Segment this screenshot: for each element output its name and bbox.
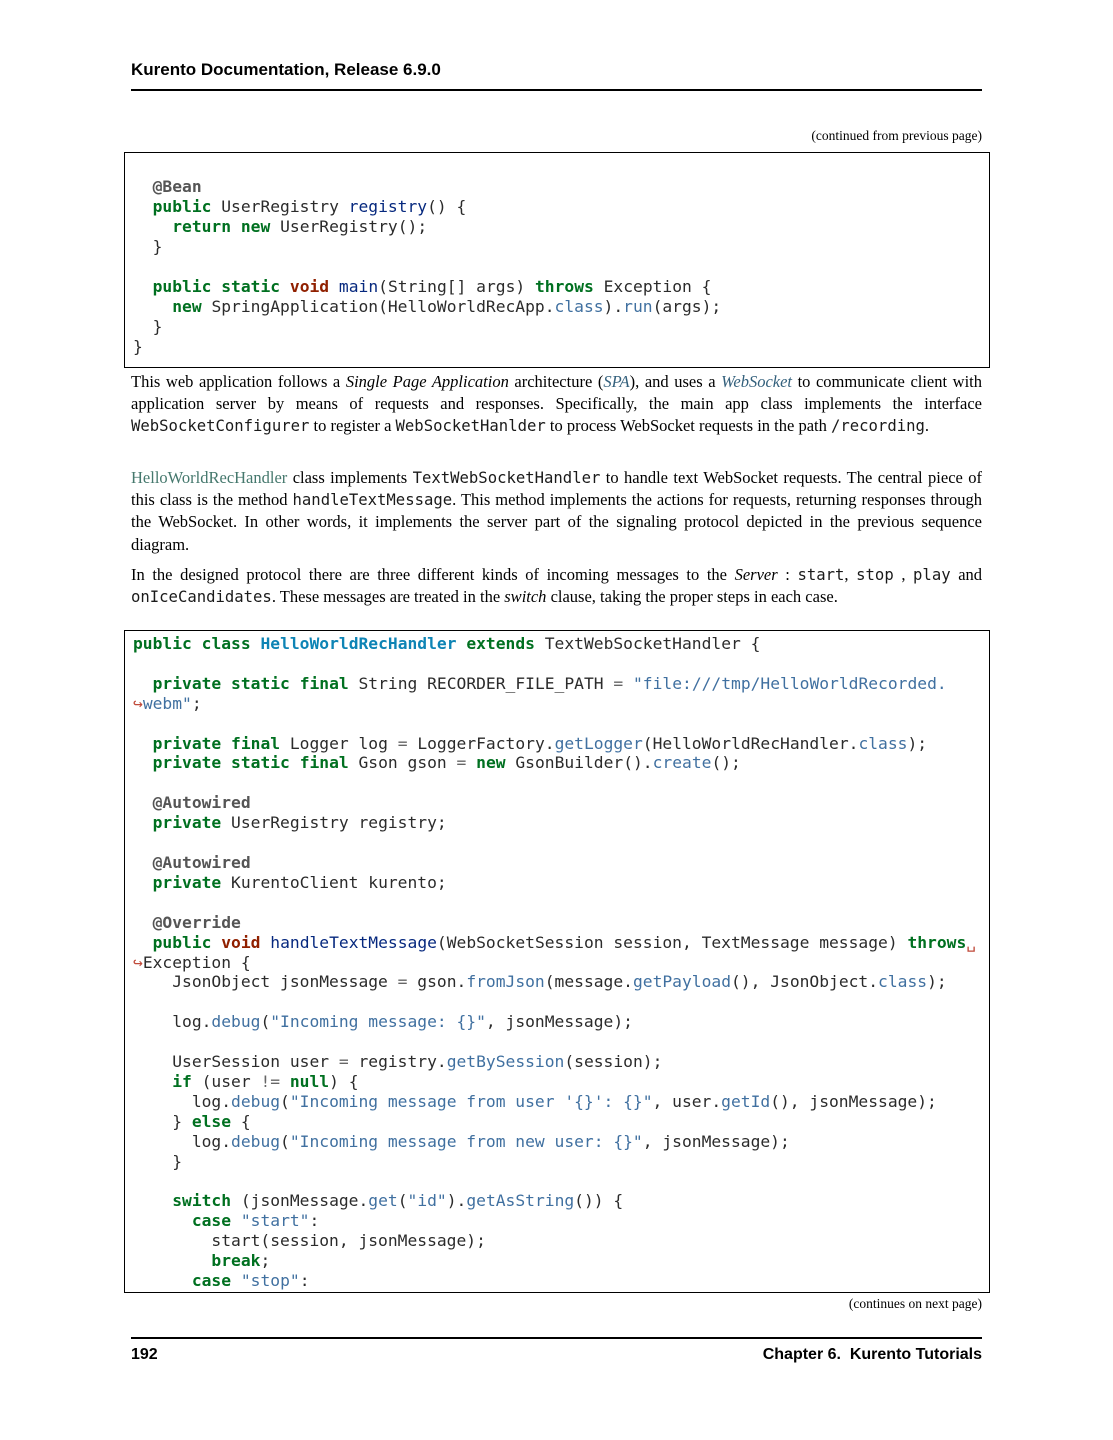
- code-token: }: [133, 317, 163, 336]
- text-run: to handle text WebSocket requests. The central piece of this class is the method: [131, 468, 982, 510]
- code-token: Exception {: [142, 952, 251, 972]
- code-token: [133, 1191, 172, 1210]
- code-line: [133, 177, 983, 197]
- code-line: [133, 992, 983, 1012]
- code-token: [457, 634, 467, 653]
- code-line: [133, 753, 983, 773]
- code-token: class: [878, 972, 928, 992]
- code-token: log.: [133, 1131, 232, 1151]
- line-continuation-icon: ↪: [133, 952, 143, 972]
- code-line: [133, 654, 983, 674]
- code-token: }: [133, 337, 143, 356]
- code-token: [221, 674, 231, 693]
- code-line: [133, 1032, 983, 1052]
- code-token: [133, 1251, 211, 1270]
- code-token: private: [152, 872, 222, 892]
- code-token: getAsString: [466, 1191, 575, 1211]
- code-token: class: [858, 733, 908, 753]
- code-token: [133, 813, 153, 832]
- code-line: [133, 277, 983, 297]
- code-token: ) {: [329, 1071, 359, 1091]
- text-run: to communicate client with application server by means of requests and responses. Specifically, the main app class implements the interface: [131, 372, 983, 414]
- code-token: void: [221, 932, 261, 952]
- code-token: new: [240, 217, 271, 236]
- code-token: new: [476, 753, 506, 773]
- inline-code: play: [913, 566, 951, 584]
- code-token: [133, 277, 153, 296]
- code-token: (String[] args): [378, 277, 535, 296]
- code-line: [133, 197, 983, 217]
- link-spa[interactable]: SPA: [603, 372, 630, 391]
- code-token: [133, 913, 153, 932]
- text-run: Single Page Application: [345, 372, 509, 391]
- header-title: Kurento Documentation, Release 6.9.0: [131, 60, 441, 79]
- code-block-helloworldrechandler: [124, 630, 990, 1293]
- page-footer: [131, 1346, 982, 1364]
- code-token: get: [368, 1191, 398, 1211]
- code-token: LoggerFactory.: [407, 733, 555, 753]
- code-token: KurentoClient kurento;: [221, 872, 447, 892]
- code-token: throws: [907, 932, 967, 952]
- code-line: [133, 1231, 983, 1251]
- text-run: ), and uses a: [629, 372, 722, 391]
- code-token: void: [289, 277, 330, 296]
- code-token: Exception {: [593, 277, 712, 296]
- code-token: }: [133, 1111, 192, 1131]
- code-token: [133, 734, 153, 753]
- code-token: create: [652, 753, 712, 773]
- code-line: [133, 1211, 983, 1231]
- code-token: fromJson: [466, 972, 545, 992]
- code-line: [133, 634, 983, 654]
- code-token: Logger log: [280, 733, 398, 753]
- code-token: ;: [260, 1251, 271, 1271]
- text-run: and: [950, 565, 983, 584]
- code-token: public: [152, 277, 212, 296]
- text-run: :: [777, 565, 798, 584]
- text-run: to register a: [309, 416, 396, 436]
- code-token: [623, 674, 633, 693]
- code-token: [221, 753, 231, 772]
- text-run: In the designed protocol there are three different kinds of incoming messages to the: [131, 565, 735, 584]
- inline-code: WebSocketConfigurer: [131, 417, 310, 436]
- code-token: [290, 674, 300, 693]
- code-token: getPayload: [632, 972, 731, 992]
- code-token: [133, 1072, 172, 1091]
- inline-code: WebSocketHanlder: [395, 417, 546, 436]
- code-token: final: [299, 673, 349, 693]
- code-token: registry: [348, 197, 428, 216]
- code-line: [133, 237, 983, 257]
- code-line: [133, 317, 983, 337]
- code-token: final: [299, 753, 349, 773]
- code-token: return: [172, 217, 232, 236]
- code-token: public: [152, 197, 212, 216]
- code-token: (), JsonObject.: [731, 972, 879, 992]
- code-token: }: [133, 237, 163, 256]
- code-token: if: [172, 1071, 192, 1091]
- code-token: [133, 873, 153, 892]
- code-line: [133, 674, 983, 694]
- code-token: getId: [721, 1091, 771, 1111]
- code-token: private: [152, 813, 222, 833]
- code-token: =: [397, 733, 408, 753]
- code-token: (session);: [564, 1052, 663, 1072]
- code-token: [133, 1271, 192, 1290]
- code-token: }: [133, 1151, 183, 1171]
- code-token: [133, 674, 153, 693]
- code-line: [133, 953, 983, 973]
- code-token: class: [554, 297, 604, 316]
- code-line: [133, 1012, 983, 1032]
- code-token: (: [397, 1191, 408, 1211]
- code-token: final: [231, 733, 281, 753]
- code-token: else: [191, 1111, 232, 1131]
- code-token: @Bean: [152, 177, 202, 196]
- code-token: private: [152, 733, 222, 753]
- page-number: 192: [131, 1346, 158, 1363]
- code-token: [466, 753, 476, 772]
- paragraph-spa-websocket: [131, 371, 982, 438]
- code-token: case: [191, 1211, 232, 1231]
- code-token: [133, 1211, 192, 1230]
- text-run: .: [924, 416, 929, 436]
- code-token: [251, 634, 261, 653]
- text-run: Server: [734, 565, 778, 584]
- code-token: (: [260, 1012, 271, 1032]
- continued-from-previous-note: (continued from previous page): [811, 128, 982, 143]
- code-line: [133, 1251, 983, 1271]
- code-token: [133, 853, 153, 872]
- code-line: [133, 773, 983, 793]
- code-token: , jsonMessage);: [485, 1012, 633, 1032]
- code-token: "Incoming message from user '{}': {}": [289, 1091, 653, 1111]
- code-token: null: [289, 1071, 330, 1091]
- code-token: ();: [711, 753, 741, 773]
- text-run: clause, taking the proper steps in each case.: [546, 587, 838, 607]
- continues-on-next-note: (continues on next page): [848, 1296, 982, 1311]
- text-run: class implements: [287, 468, 413, 487]
- code-line: [133, 714, 983, 734]
- code-token: @Autowired: [152, 793, 251, 813]
- code-token: registry.: [348, 1052, 447, 1072]
- text-run: . This method implements the actions for requests, returning responses through the WebSocket. In other words, it implements the server part of the signaling protocol depicted in the previous sequence diagram.: [131, 490, 982, 554]
- code-token: );: [907, 733, 928, 753]
- code-token: log.: [133, 1012, 212, 1032]
- code-line: [133, 1191, 983, 1211]
- code-token: handleTextMessage: [270, 932, 437, 952]
- code-token: debug: [231, 1131, 281, 1151]
- text-run: architecture (: [508, 372, 604, 391]
- code-token: switch: [172, 1191, 232, 1211]
- link-websocket[interactable]: WebSocket: [721, 372, 792, 391]
- code-token: debug: [211, 1012, 261, 1032]
- paragraph-protocol: [131, 564, 982, 608]
- code-line: [133, 1052, 983, 1072]
- inline-code: TextWebSocketHandler: [412, 469, 601, 487]
- code-token: SpringApplication(HelloWorldRecApp.: [201, 297, 555, 316]
- inline-code: /recording: [830, 417, 925, 436]
- code-token: (jsonMessage.: [231, 1191, 369, 1211]
- link-helloworldrechandler[interactable]: HelloWorldRecHandler: [131, 468, 288, 487]
- footer-rule: [131, 1337, 982, 1339]
- code-token: [280, 277, 290, 296]
- code-token: public: [133, 634, 192, 653]
- header-rule: [131, 89, 982, 91]
- code-token: log.: [133, 1091, 232, 1111]
- code-token: [290, 753, 300, 772]
- text-run: to process WebSocket requests in the path: [545, 416, 831, 436]
- code-token: [133, 217, 172, 236]
- code-token: [211, 277, 221, 296]
- code-token: private: [152, 753, 222, 773]
- code-token: String RECORDER_FILE_PATH: [348, 673, 614, 693]
- code-token: [133, 753, 153, 772]
- code-token: main: [338, 277, 379, 296]
- code-line: [133, 913, 983, 933]
- code-token: [133, 793, 153, 812]
- code-line: [133, 1092, 983, 1112]
- code-token: ()) {: [574, 1191, 624, 1211]
- code-line: [133, 873, 983, 893]
- code-token: [133, 933, 153, 952]
- code-line: [133, 1152, 983, 1172]
- code-token: [133, 297, 172, 316]
- code-token: @Autowired: [152, 852, 251, 872]
- code-line: [133, 1132, 983, 1152]
- code-token: =: [338, 1052, 349, 1072]
- code-line: [133, 1072, 983, 1092]
- code-token: "file:///tmp/HelloWorldRecorded.: [633, 673, 947, 693]
- code-token: !=: [260, 1071, 281, 1091]
- code-token: [260, 933, 270, 952]
- code-line: [133, 694, 983, 714]
- code-line: [133, 734, 983, 754]
- code-token: :: [309, 1211, 320, 1231]
- code-token: UserRegistry: [211, 197, 349, 216]
- code-token: static: [231, 673, 290, 693]
- code-token: UserSession user: [133, 1052, 339, 1072]
- text-run: switch: [504, 587, 547, 607]
- code-token: [231, 1271, 241, 1290]
- code-line: [133, 1171, 983, 1191]
- code-line: [133, 1112, 983, 1132]
- code-token: [231, 217, 241, 236]
- code-token: () {: [427, 197, 467, 216]
- code-token: (), jsonMessage);: [770, 1091, 937, 1111]
- code-token: , user.: [652, 1091, 722, 1111]
- code-token: "Incoming message from new user: {}": [289, 1131, 643, 1151]
- code-token: (HelloWorldRecHandler.: [642, 733, 859, 753]
- code-token: "id": [407, 1191, 447, 1211]
- code-token: (args);: [652, 297, 722, 316]
- code-token: (: [280, 1131, 290, 1151]
- code-line: [133, 297, 983, 317]
- code-line: [133, 337, 983, 357]
- code-token: new: [172, 297, 202, 316]
- code-token: [133, 197, 153, 216]
- code-token: [211, 933, 221, 952]
- text-run: ,: [844, 565, 857, 584]
- code-token: (: [280, 1091, 290, 1111]
- line-continuation-icon: ↪: [133, 693, 143, 713]
- page-header: [131, 60, 441, 80]
- code-line: [133, 893, 983, 913]
- code-token: ;: [191, 693, 202, 713]
- code-token: [192, 634, 202, 653]
- code-token: HelloWorldRecHandler: [260, 634, 457, 653]
- code-token: run: [623, 297, 653, 316]
- code-token: start(session, jsonMessage);: [133, 1231, 486, 1251]
- code-token: =: [456, 753, 467, 773]
- code-token: debug: [231, 1091, 281, 1111]
- code-token: JsonObject jsonMessage: [133, 972, 398, 992]
- code-line: [133, 793, 983, 813]
- code-token: (WebSocketSession session, TextMessage message): [436, 932, 908, 952]
- code-token: "stop": [240, 1271, 300, 1290]
- code-token: case: [191, 1271, 232, 1290]
- trailing-space-icon: ␣: [966, 932, 977, 952]
- code-token: [280, 1072, 290, 1091]
- code-line: [133, 833, 983, 853]
- code-token: private: [152, 673, 222, 693]
- code-token: [231, 1211, 241, 1230]
- code-block-bean-main: [124, 152, 990, 368]
- code-token: static: [231, 753, 290, 773]
- inline-code: handleTextMessage: [292, 491, 453, 510]
- code-token: Gson gson: [348, 753, 457, 773]
- text-run: . These messages are treated in the: [271, 587, 505, 607]
- code-token: break: [211, 1251, 261, 1271]
- text-run: This web application follows a: [131, 372, 346, 391]
- code-line: [133, 813, 983, 833]
- code-token: webm": [142, 693, 192, 713]
- code-token: throws: [534, 277, 594, 296]
- code-token: gson.: [407, 972, 467, 992]
- code-token: UserRegistry registry;: [221, 813, 447, 833]
- code-token: @Override: [152, 912, 241, 932]
- code-token: TextWebSocketHandler {: [534, 634, 761, 653]
- code-line: [133, 257, 983, 277]
- code-token: , jsonMessage);: [642, 1131, 790, 1151]
- code-line: [133, 972, 983, 992]
- text-run: ,: [893, 565, 914, 584]
- code-token: (message.: [544, 972, 633, 992]
- code-token: =: [613, 673, 624, 693]
- code-token: getLogger: [554, 733, 643, 753]
- code-token: "start": [240, 1211, 310, 1231]
- code-token: "Incoming message: {}": [270, 1012, 486, 1032]
- chapter-title: Chapter 6. Kurento Tutorials: [762, 1346, 982, 1363]
- code-line: [133, 853, 983, 873]
- code-token: {: [231, 1111, 251, 1131]
- code-token: [329, 277, 339, 296]
- code-token: =: [397, 972, 408, 992]
- code-line: [133, 157, 983, 177]
- code-line: [133, 1271, 983, 1291]
- code-token: ).: [446, 1191, 467, 1211]
- code-line: [133, 217, 983, 237]
- code-token: GsonBuilder().: [505, 753, 653, 773]
- code-token: [133, 177, 153, 196]
- code-token: UserRegistry();: [270, 217, 428, 236]
- paragraph-handler: [131, 467, 982, 556]
- code-token: (user: [191, 1071, 261, 1091]
- code-token: public: [152, 932, 212, 952]
- code-token: [221, 734, 231, 753]
- inline-code: onIceCandidates: [131, 588, 272, 607]
- inline-code: stop: [856, 566, 894, 584]
- code-token: getBySession: [446, 1052, 565, 1072]
- inline-code: start: [797, 566, 845, 584]
- code-token: );: [927, 972, 947, 992]
- code-line: [133, 933, 983, 953]
- code-token: class: [201, 634, 251, 653]
- code-token: ).: [603, 297, 624, 316]
- code-token: static: [221, 277, 281, 296]
- code-token: :: [299, 1271, 310, 1290]
- code-token: extends: [466, 634, 535, 653]
